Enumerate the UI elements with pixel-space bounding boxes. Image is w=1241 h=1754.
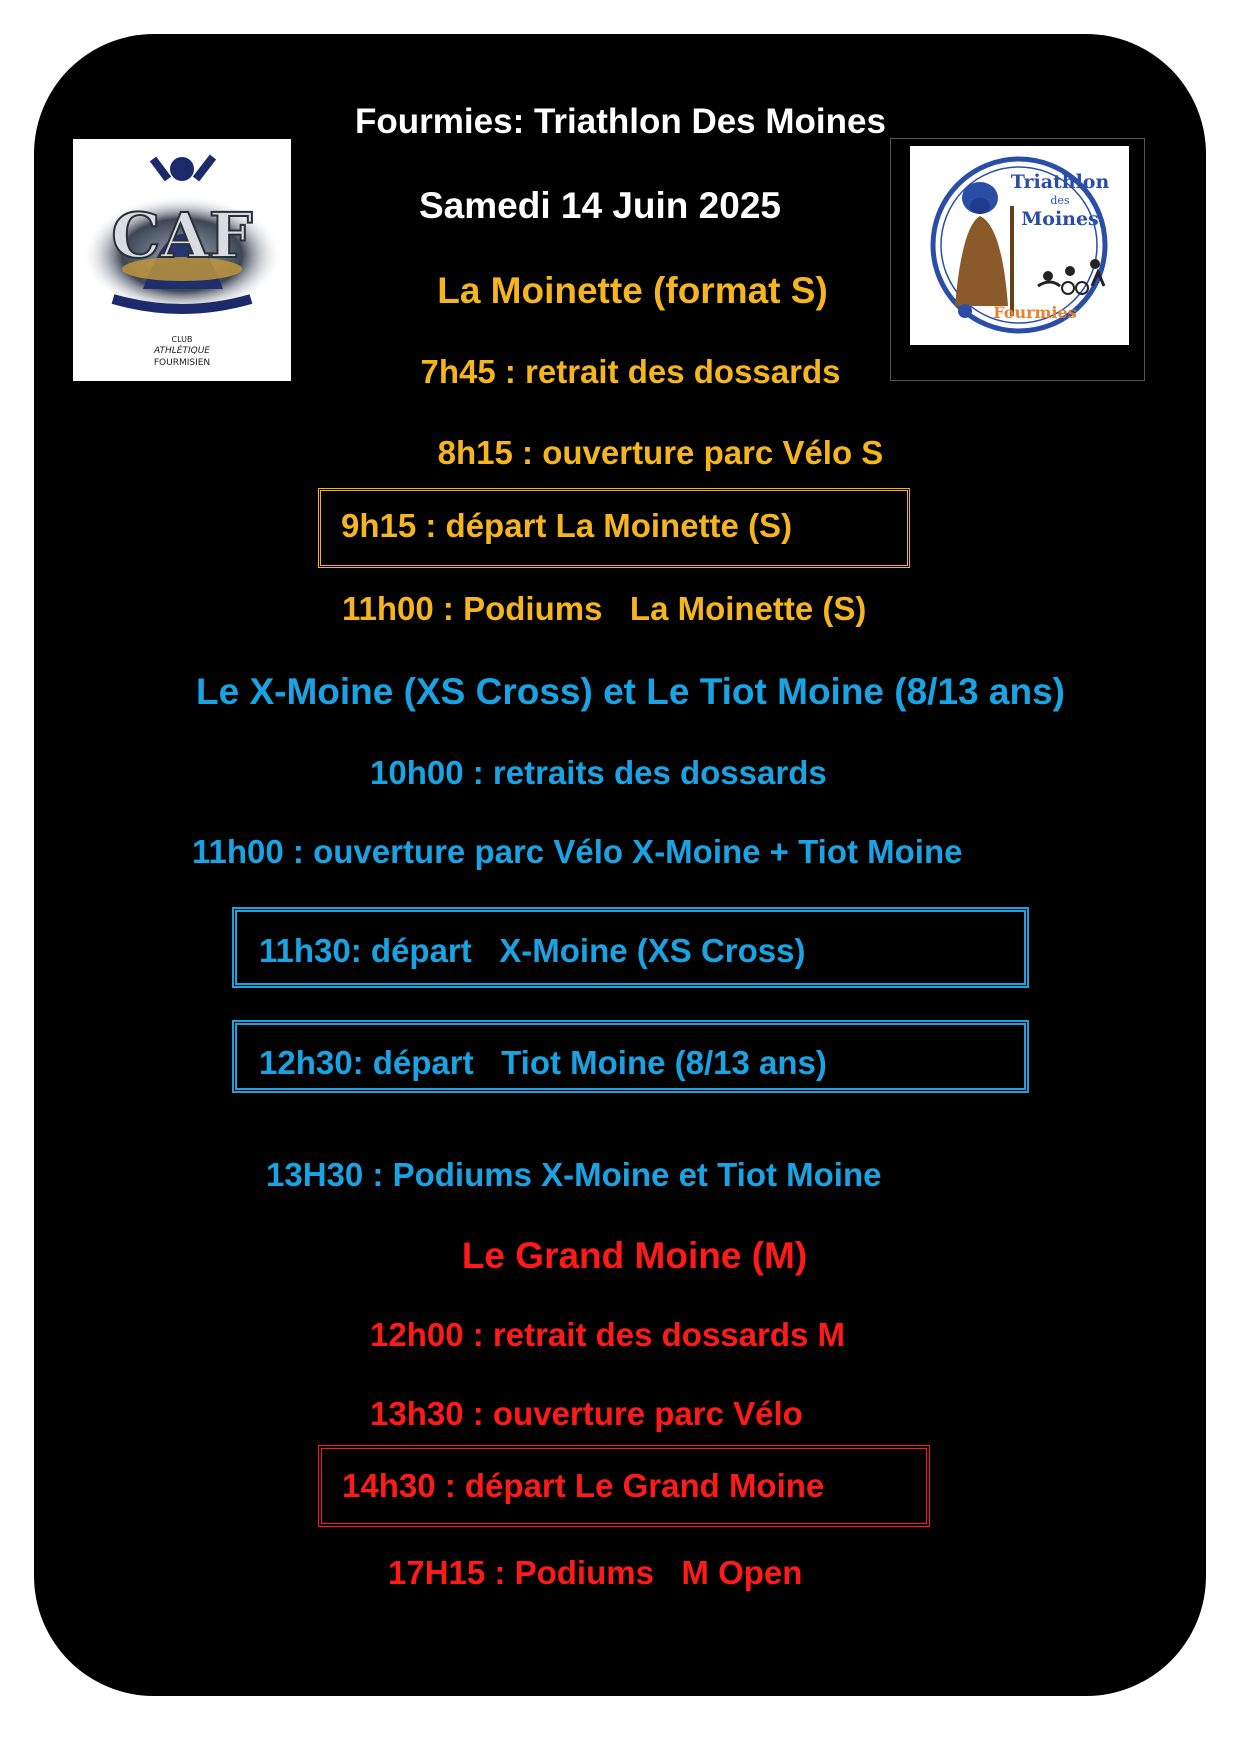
schedule-item: 13H30 : Podiums X-Moine et Tiot Moine: [266, 1156, 882, 1193]
schedule-item: 11h00 : Podiums La Moinette (S): [342, 590, 867, 627]
svg-text:CLUB: CLUB: [171, 335, 193, 344]
schedule-item-highlight: 14h30 : départ Le Grand Moine: [342, 1467, 825, 1504]
caf-letters: CAF: [111, 199, 253, 272]
schedule-item: 11h00 : ouverture parc Vélo X-Moine + Tiot Moine: [192, 833, 963, 870]
schedule-item-highlight: 11h30: départ X-Moine (XS Cross): [259, 932, 806, 969]
schedule-item-highlight: 12h30: départ Tiot Moine (8/13 ans): [259, 1044, 827, 1081]
highlight-box-depart-grand-moine: [318, 1445, 930, 1527]
svg-text:Fourmies: Fourmies: [993, 303, 1077, 322]
highlight-box-depart-tiot-moine: [232, 1020, 1029, 1093]
schedule-item: 10h00 : retraits des dossards: [370, 754, 827, 791]
svg-text:des: des: [1050, 194, 1070, 207]
schedule-item-highlight: 9h15 : départ La Moinette (S): [341, 507, 793, 544]
section-title-moinette: La Moinette (format S): [437, 270, 828, 311]
page-title: Fourmies: Triathlon Des Moines: [355, 102, 886, 141]
event-date: Samedi 14 Juin 2025: [419, 185, 781, 226]
svg-text:Moines: Moines: [1021, 208, 1099, 230]
schedule-item: 17H15 : Podiums M Open: [388, 1554, 803, 1591]
schedule-item: 13h30 : ouverture parc Vélo: [370, 1395, 803, 1432]
svg-text:ATHLÉTIQUE: ATHLÉTIQUE: [154, 346, 210, 356]
schedule-item: 8h15 : ouverture parc Vélo S: [437, 434, 884, 471]
schedule-item: 7h45 : retrait des dossards: [420, 353, 841, 390]
highlight-box-depart-moinette: [318, 488, 910, 568]
section-title-x-moine: Le X-Moine (XS Cross) et Le Tiot Moine (8/13 ans): [196, 671, 1065, 712]
highlight-box-depart-x-moine: [232, 907, 1029, 988]
triathlon-des-moines-logo: [910, 146, 1129, 345]
schedule-item: 12h00 : retrait des dossards M: [370, 1316, 846, 1353]
section-title-grand-moine: Le Grand Moine (M): [461, 1235, 808, 1276]
caf-club-logo: [73, 139, 291, 381]
svg-text:Triathlon: Triathlon: [1010, 171, 1110, 193]
svg-text:FOURMISIEN: FOURMISIEN: [153, 358, 211, 368]
